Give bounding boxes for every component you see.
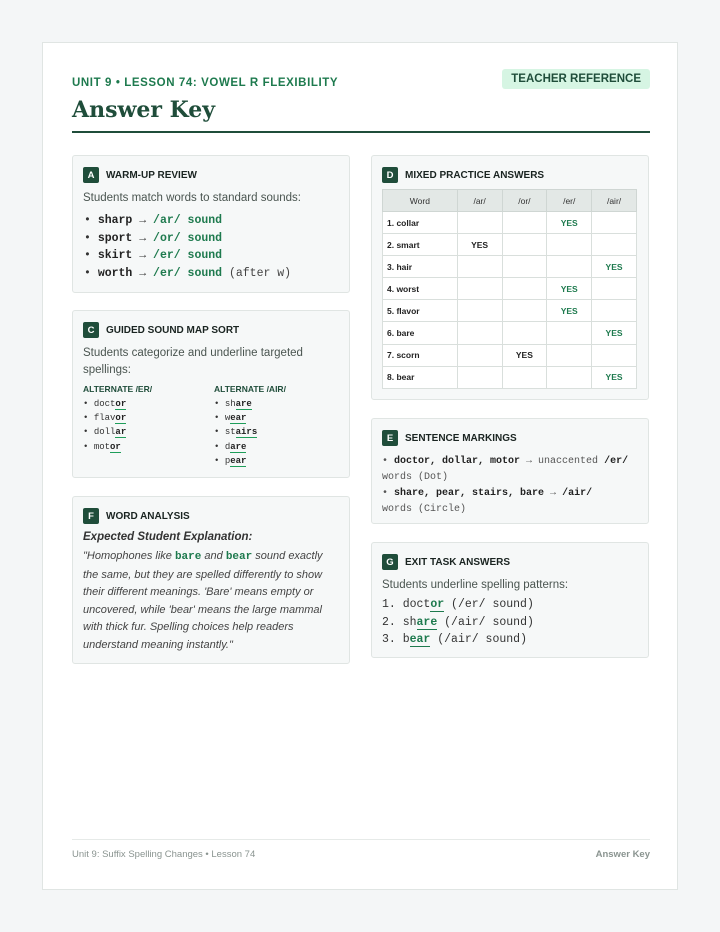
card-title: EXIT TASK ANSWERS [405, 556, 511, 568]
answer-cell [457, 300, 502, 322]
sound: /er/ sound [153, 249, 223, 263]
answer-cell: YES [547, 212, 592, 234]
list-item: • worth → /er/ sound (after w) [84, 267, 292, 281]
footer-lesson-label: Unit 9: Suffix Spelling Changes • Lesson 74 [72, 849, 256, 860]
list-item: • doctor [83, 399, 127, 409]
word-cell: 4. worst [383, 278, 458, 300]
marking-line-dot: • doctor, dollar, motor → unaccented /er/ words (Dot) [382, 456, 629, 483]
warm-up-list [84, 212, 291, 283]
item-number: 3. [382, 633, 396, 646]
word-stem: doct [402, 598, 431, 611]
card-header [83, 166, 197, 184]
er-column [83, 384, 152, 454]
target-sound: /air/ [562, 488, 593, 499]
item-number: 1. [382, 598, 396, 611]
item-number: 2. [382, 615, 396, 629]
word-cell: 7. scorn [383, 344, 458, 366]
table-row [383, 322, 637, 344]
sound: /ar/ sound [153, 214, 223, 227]
arrow: → [139, 267, 147, 281]
marked-words: share, pear, stairs, bare [394, 488, 545, 499]
answer-cell: YES [502, 344, 547, 366]
sound: /or/ sound [153, 231, 223, 245]
word-cell: 1. collar [383, 212, 458, 234]
answer-cell [457, 278, 502, 300]
list-item: • sport → /or/ sound [84, 231, 223, 245]
sound-note: (/er/ sound) [451, 598, 534, 611]
word-cell: 5. flavor [383, 300, 458, 322]
column-header: /or/ [502, 190, 547, 212]
word-stem: sh [402, 615, 417, 629]
exit-task-list [382, 596, 534, 649]
word-stem: mot [93, 441, 111, 452]
answer-cell: YES [592, 322, 637, 344]
answer-cell [502, 234, 547, 256]
worksheet-page [42, 42, 678, 890]
table-body [383, 212, 637, 389]
list-item: • share [214, 399, 252, 409]
list-item [382, 631, 534, 649]
underlined-spelling: ear [230, 455, 247, 466]
sound-note: (/air/ sound) [437, 633, 527, 646]
air-column [214, 384, 286, 468]
word-stem: doll [93, 427, 116, 438]
highlighted-word: bear [225, 551, 253, 563]
answer-cell [457, 212, 502, 234]
list-item: • dollar [83, 427, 127, 438]
explanation-quote [83, 548, 337, 654]
marking-type: words (Dot) [382, 472, 449, 483]
word-cell: 3. hair [383, 256, 458, 278]
quote-text: and [201, 550, 226, 562]
word-cell: 2. smart [383, 234, 458, 256]
card-description: Students match words to standard sounds: [83, 192, 301, 204]
column-header: /ar/ [457, 190, 502, 212]
marking-text: → unaccented [520, 456, 605, 467]
list-item: • wear [214, 413, 247, 424]
answer-cell [457, 322, 502, 344]
word: worth [97, 267, 133, 281]
answer-cell: YES [592, 256, 637, 278]
list-item: • skirt → /er/ sound [84, 249, 223, 263]
underlined-spelling: ear [230, 413, 247, 424]
list-item: • flavor [83, 413, 127, 424]
answer-cell [547, 234, 592, 256]
word-cell: 8. bear [383, 366, 458, 388]
arrow: → [139, 214, 147, 227]
answer-cell [457, 344, 502, 366]
marking-line-circle: • share, pear, stairs, bare → /air/ words (Circle) [382, 488, 593, 515]
answer-cell: YES [457, 234, 502, 256]
table-header-row [383, 190, 637, 212]
footer-doc-label: Answer Key [595, 849, 650, 860]
page-footer [72, 839, 650, 860]
table-row [383, 366, 637, 388]
answer-cell [502, 256, 547, 278]
underlined-spelling: ear [409, 633, 431, 646]
underlined-spelling: or [115, 413, 127, 424]
note: (after w) [228, 267, 292, 281]
word-stem: sh [224, 399, 236, 409]
column-header: Word [383, 190, 458, 212]
sound: /er/ sound [153, 267, 223, 281]
word-stem: d [224, 441, 231, 452]
answer-cell: YES [547, 278, 592, 300]
card-mixed-practice-answers [371, 155, 649, 400]
underlined-spelling: ar [115, 427, 127, 438]
section-letter-badge: D [382, 167, 398, 183]
answer-cell [502, 366, 547, 388]
list-item [382, 596, 534, 614]
marking-text: → [544, 488, 563, 499]
answer-cell [502, 278, 547, 300]
card-sentence-markings [371, 418, 649, 524]
page-title: Answer Key [72, 97, 216, 123]
column-heading: ALTERNATE /ER/ [83, 384, 153, 394]
sound-note: (/air/ sound) [444, 615, 534, 629]
underlined-spelling: are [416, 615, 438, 629]
card-word-analysis [72, 496, 350, 664]
table-row [383, 234, 637, 256]
quote-text: sound exactly the same, but they are spelled differently to show their different meanings. 'Bare' means empty or uncovered, while 'bear' means the large mammal with thick fur. Spelling choices help readers understand meaning instantly." [83, 550, 323, 651]
card-title: WORD ANALYSIS [106, 510, 190, 522]
underlined-spelling: or [110, 441, 121, 452]
card-description: Students underline spelling patterns: [382, 579, 569, 591]
arrow: → [139, 231, 147, 245]
card-header [382, 166, 544, 184]
word-stem: doct [93, 399, 116, 409]
answer-cell [592, 278, 637, 300]
answer-cell [592, 300, 637, 322]
marking-type: words (Circle) [382, 504, 467, 515]
answer-cell [502, 212, 547, 234]
section-letter-badge: F [83, 508, 99, 524]
answer-cell [592, 234, 637, 256]
answer-cell [547, 344, 592, 366]
column-heading: ALTERNATE /AIR/ [214, 384, 286, 394]
answer-cell [592, 212, 637, 234]
marked-words: doctor, dollar, motor [394, 456, 521, 467]
list-item [382, 614, 534, 632]
card-header [83, 321, 239, 339]
list-item: • motor [83, 441, 121, 452]
table-row [383, 300, 637, 322]
word: sport [97, 231, 133, 245]
answer-cell [502, 322, 547, 344]
list-item: • dare [214, 441, 247, 452]
table-row [383, 212, 637, 234]
list-item: • stairs [214, 427, 258, 438]
table-row [383, 278, 637, 300]
card-title: SENTENCE MARKINGS [405, 432, 517, 444]
card-warm-up-review [72, 155, 350, 293]
section-letter-badge: C [83, 322, 99, 338]
teacher-reference-badge: TEACHER REFERENCE [502, 69, 650, 89]
section-letter-badge: G [382, 554, 398, 570]
card-title: MIXED PRACTICE ANSWERS [405, 169, 545, 181]
answer-cell [457, 256, 502, 278]
answer-cell [547, 366, 592, 388]
column-header: /er/ [547, 190, 592, 212]
word-stem: p [224, 455, 231, 466]
arrow: → [139, 249, 147, 263]
word-stem: flav [93, 413, 116, 424]
answers-table [382, 189, 637, 389]
section-letter-badge: E [382, 430, 398, 446]
er-word-list [83, 397, 152, 454]
answer-cell [592, 344, 637, 366]
card-description: Students categorize and underline targeted spellings: [83, 347, 303, 376]
air-word-list [214, 397, 286, 468]
explanation-label: Expected Student Explanation: [83, 531, 253, 543]
word: sharp [97, 214, 133, 227]
underlined-spelling: are [230, 441, 247, 452]
card-header [382, 553, 510, 571]
underlined-spelling: airs [235, 427, 258, 438]
answer-cell [547, 256, 592, 278]
lesson-eyebrow: UNIT 9 • LESSON 74: VOWEL R FLEXIBILITY [72, 77, 339, 89]
word-stem: st [224, 427, 236, 438]
underlined-spelling: or [430, 598, 445, 611]
list-item: • sharp → /ar/ sound [84, 214, 223, 227]
list-item: • pear [214, 455, 247, 466]
answer-cell [502, 300, 547, 322]
section-letter-badge: A [83, 167, 99, 183]
answer-cell: YES [592, 366, 637, 388]
column-header: /air/ [592, 190, 637, 212]
card-header [83, 507, 190, 525]
table-row [383, 256, 637, 278]
page-header [72, 69, 650, 133]
card-title: GUIDED SOUND MAP SORT [106, 324, 240, 336]
word: skirt [97, 249, 133, 263]
table-row [383, 344, 637, 366]
answer-cell: YES [547, 300, 592, 322]
target-sound: /er/ [604, 456, 629, 467]
answer-cell [457, 366, 502, 388]
card-title: WARM-UP REVIEW [106, 169, 197, 181]
quote-text: "Homophones like [83, 550, 175, 562]
underlined-spelling: are [235, 399, 252, 409]
underlined-spelling: or [115, 399, 127, 409]
card-exit-task-answers [371, 542, 649, 658]
card-guided-sound-map-sort [72, 310, 350, 478]
answer-cell [547, 322, 592, 344]
word-stem: b [402, 633, 410, 646]
word-cell: 6. bare [383, 322, 458, 344]
card-header [382, 429, 517, 447]
word-stem: w [224, 413, 231, 424]
highlighted-word: bare [174, 551, 202, 563]
